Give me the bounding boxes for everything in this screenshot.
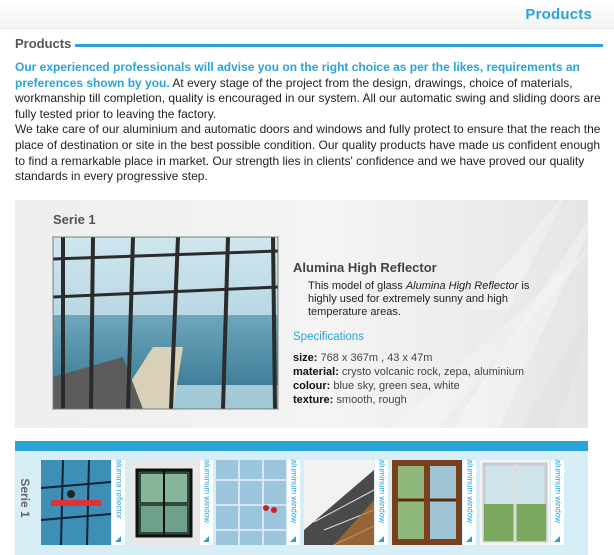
thumbnail-tag: [112, 460, 125, 545]
intro-highlight: Our experienced professionals will advise you on the right choice as per the likes, requirements an preferences shown by you.: [15, 60, 580, 90]
product-photo[interactable]: [52, 236, 279, 410]
thumbnail-serie-label: [15, 461, 33, 541]
window-cleaning-photo-icon: [41, 460, 111, 545]
product-title: Alumina High Reflector: [293, 260, 437, 275]
high-rise-window-image: [53, 237, 278, 409]
section-rule: [73, 44, 603, 47]
thumbnail-strip: [15, 441, 588, 555]
thumbnail-tag: [463, 460, 476, 545]
thumbnail-label: aluminum window: [553, 459, 563, 524]
serie-panel: [15, 200, 588, 428]
corner-arrow-icon: [203, 536, 209, 542]
spec-key: material:: [293, 366, 339, 378]
corner-arrow-icon: [466, 536, 472, 542]
thumbnail-item[interactable]: [216, 460, 300, 545]
page-title: Products: [525, 6, 592, 23]
thumbnail-serie-text: Serie 1: [18, 478, 32, 518]
top-bar: [0, 0, 614, 29]
spec-row-size: [293, 351, 573, 365]
corner-arrow-icon: [290, 536, 296, 542]
spec-value: 768 x 367m , 43 x 47m: [317, 352, 433, 364]
thumbnail-label: aluminum window: [377, 459, 387, 524]
thumbnail-item[interactable]: [304, 460, 388, 545]
spec-key: size:: [293, 352, 318, 364]
thumbnail-item[interactable]: [480, 460, 564, 545]
thumbnail-item[interactable]: [392, 460, 476, 545]
section-label: Products: [15, 36, 75, 51]
thumbnail-label: aluminum window: [202, 459, 212, 524]
corner-arrow-icon: [378, 536, 384, 542]
spec-key: colour:: [293, 380, 331, 392]
intro-text-2: We take care of our aluminium and automatic doors and windows and fully protect to ensure that the reach the place of destination or site in the best possible condition. Our quality products have made us confident enough to find a remarkable place in market. Our strength lies in clients' confidence and we have proved our quality standards in every progressive step.: [15, 122, 601, 184]
spec-row-material: [293, 365, 573, 379]
thumbnail-tag: [200, 460, 213, 545]
serie-label: Serie 1: [53, 212, 96, 227]
wooden-window-photo-icon: [392, 460, 462, 545]
intro-text-1: At every stage of the project from the design, drawings, choice of materials, workmanship till completion, quality is encouraged in our system. All our automatic swing and sliding doors are fully tested prior to leaving the factory.: [15, 75, 601, 121]
spec-value: smooth, rough: [333, 394, 407, 406]
garden-window-photo-icon: [480, 460, 550, 545]
thumbnail-tag: [375, 460, 388, 545]
specifications-title: Specifications: [293, 331, 364, 343]
thumbnail-label: aluminum window: [289, 459, 299, 524]
thumbnail-label: alumina reflector: [114, 459, 124, 519]
spec-value: crysto volcanic rock, zepa, aluminium: [338, 366, 525, 378]
intro-text: [15, 60, 603, 185]
desc-post: is highly used for extremely sunny and high temperature areas.: [308, 280, 530, 318]
thumbnail-item[interactable]: [41, 460, 125, 545]
spec-row-texture: [293, 393, 573, 407]
thumbnail-strip-header: [15, 441, 588, 451]
desc-pre: This model of glass: [308, 280, 406, 292]
corner-arrow-icon: [554, 536, 560, 542]
thumbnail-item[interactable]: [129, 460, 213, 545]
specifications-list: [293, 351, 573, 407]
spec-row-colour: [293, 379, 573, 393]
spec-key: texture:: [293, 394, 334, 406]
desc-emphasis: Alumina High Reflector: [405, 280, 519, 292]
glass-facade-photo-icon: [216, 460, 286, 545]
corner-arrow-icon: [115, 536, 121, 542]
spec-value: blue sky, green sea, white: [330, 380, 460, 392]
product-description: [308, 280, 558, 319]
thumbnail-tag: [551, 460, 564, 545]
thumbnail-tag: [287, 460, 300, 545]
thumbnail-label: aluminum window: [465, 459, 475, 524]
window-frame-photo-icon: [129, 460, 199, 545]
angled-facade-photo-icon: [304, 460, 374, 545]
section-header: [15, 36, 603, 52]
